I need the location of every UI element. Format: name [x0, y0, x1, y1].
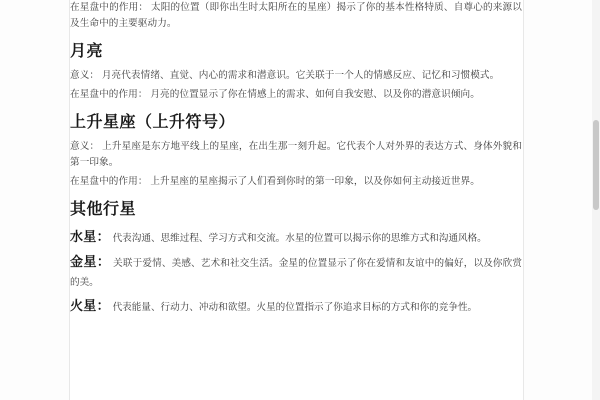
- section-heading-ascendant: 上升星座（上升符号）: [70, 114, 236, 131]
- intro-paragraph: 在星盘中的作用： 太阳的位置（即你出生时太阳所在的星座）揭示了你的基本性格特质、自尊心的来源以及生命中的主要驱动力。: [70, 2, 522, 29]
- planet-name-mercury: 水星：: [70, 229, 110, 244]
- planet-entry-mercury: [70, 226, 522, 247]
- vertical-scrollbar[interactable]: [592, 0, 600, 400]
- planet-entry-venus: [70, 251, 522, 291]
- planet-name-venus: 金星：: [70, 254, 111, 269]
- moon-role-paragraph: 在星盘中的作用： 月亮的位置显示了你在情感上的需求、如何自我安慰、以及你的潜意识倾向。: [70, 89, 480, 100]
- right-margin-rule: [523, 0, 524, 400]
- section-heading-moon: 月亮: [70, 43, 104, 60]
- section-heading-other-planets: 其他行星: [70, 201, 137, 218]
- planet-text-mercury: 代表沟通、思维过程、学习方式和交流。水星的位置可以揭示你的思维方式和沟通风格。: [109, 233, 487, 244]
- page-left-margin: [0, 0, 69, 400]
- planet-mercury-line: [70, 226, 522, 247]
- document-content: [70, 0, 522, 400]
- ascendant-role-paragraph: 在星盘中的作用： 上升星座的星座揭示了人们看到你时的第一印象，以及你如何主动接近世界。: [70, 176, 480, 187]
- planet-text-mars: 代表能量、行动力、冲动和欲望。火星的位置指示了你追求目标的方式和你的竞争性。: [109, 302, 478, 313]
- planet-text-venus: 关联于爱情、美感、艺术和社交生活。金星的位置显示了你在爱情和友谊中的偏好，以及你欣赏的美。: [70, 258, 522, 288]
- ascendant-meaning-paragraph: 意义： 上升星座是东方地平线上的星座，在出生那一刻升起。它代表个人对外界的表达方式、身体外貌和第一印象。: [70, 141, 522, 168]
- planet-name-mars: 火星：: [70, 298, 110, 313]
- moon-meaning-paragraph: 意义： 月亮代表情绪、直觉、内心的需求和潜意识。它关联于一个人的情感反应、记忆和习惯模式。: [70, 70, 500, 81]
- page-right-margin: [524, 0, 600, 400]
- vertical-scrollbar-thumb[interactable]: [593, 120, 599, 210]
- planet-mars-line: [70, 295, 522, 316]
- planet-venus-line: [70, 251, 522, 291]
- planet-entry-mars: [70, 295, 522, 316]
